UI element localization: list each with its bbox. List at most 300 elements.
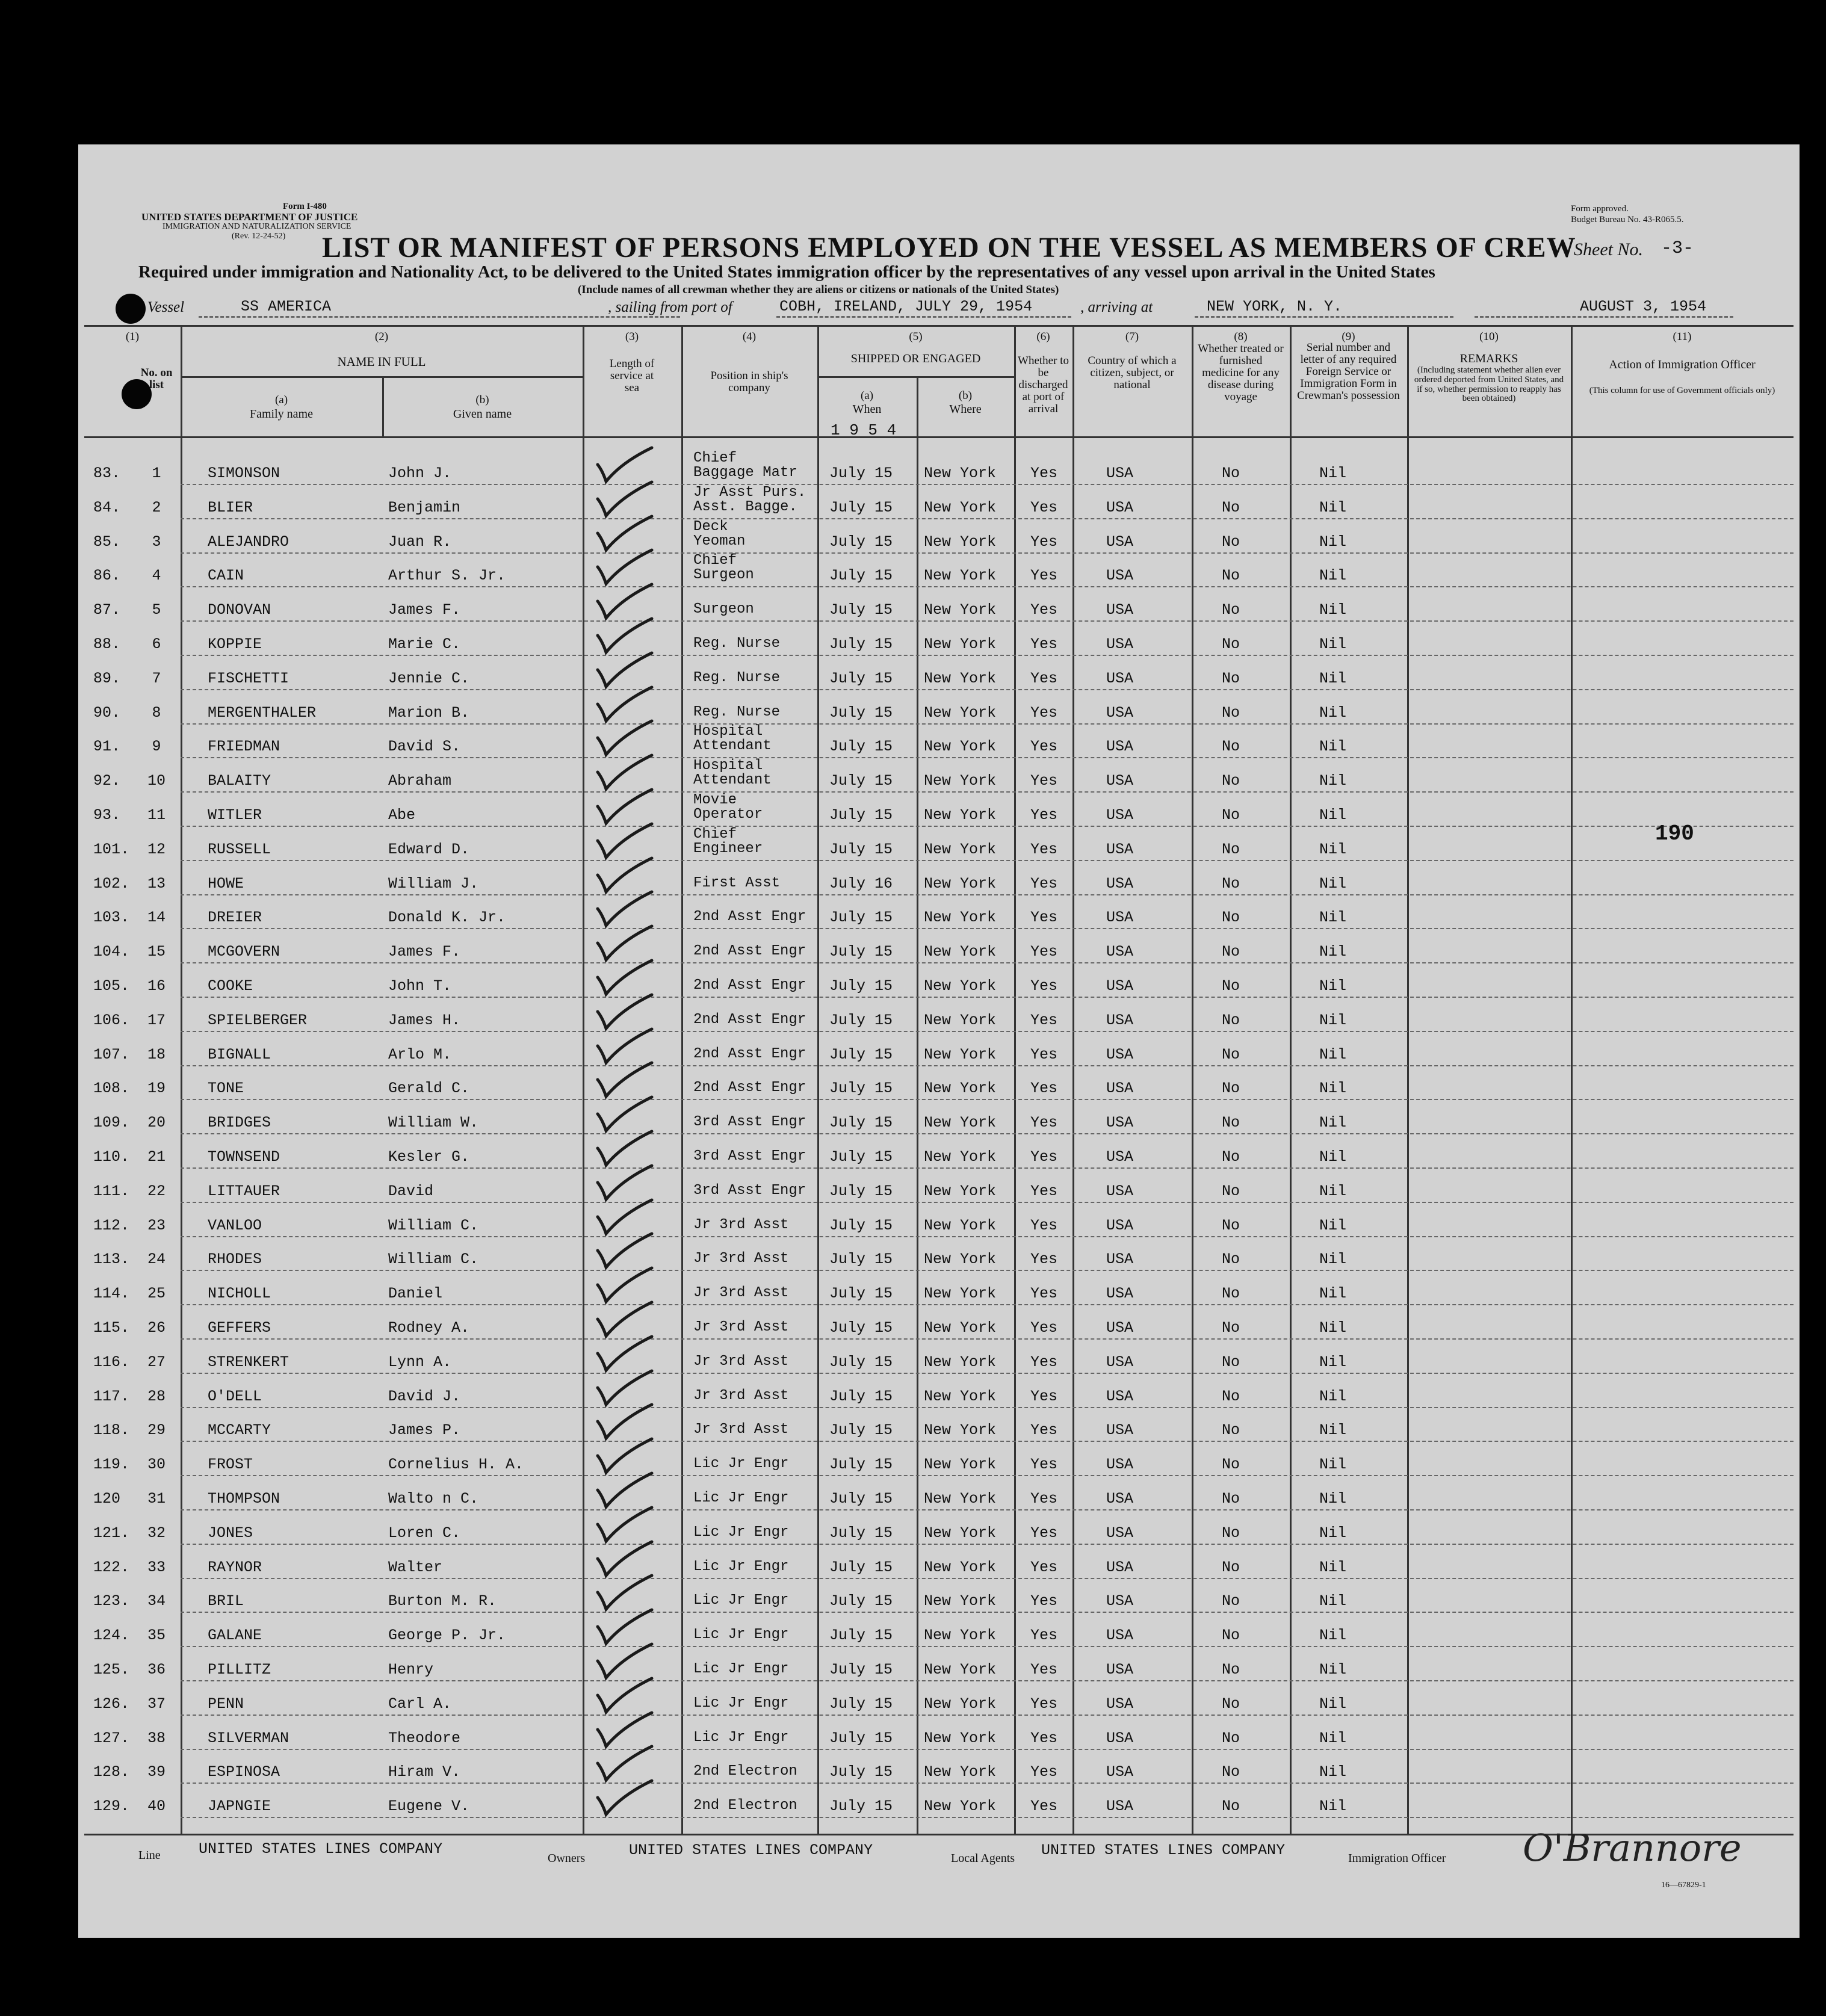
shipped-when: July 15 <box>829 1387 893 1405</box>
row-list-number: 35 <box>147 1627 166 1645</box>
year-handwritten: 1 9 5 4 <box>831 421 897 439</box>
discharged: Yes <box>1030 669 1058 687</box>
discharged: Yes <box>1030 1148 1058 1166</box>
shipped-when: July 15 <box>829 669 893 687</box>
serial-number: Nil <box>1319 703 1347 722</box>
discharged: Yes <box>1030 1798 1058 1816</box>
country: USA <box>1106 703 1134 722</box>
shipped-where: New York <box>924 1251 997 1269</box>
sailing-label: , sailing from port of <box>608 299 732 315</box>
shipped-when: July 16 <box>829 874 893 892</box>
shipped-when: July 15 <box>829 1558 893 1576</box>
col7-label: Country of which a citizen, subject, or national <box>1088 354 1177 391</box>
row-list-number: 37 <box>147 1695 166 1713</box>
shipped-where: New York <box>924 1114 997 1132</box>
serial-number: Nil <box>1319 806 1347 824</box>
row-ref-number: 102. <box>93 874 130 892</box>
owners-label: Owners <box>548 1852 586 1865</box>
family-name: BLIER <box>208 498 253 516</box>
country: USA <box>1106 840 1134 858</box>
given-name: David <box>388 1182 434 1200</box>
position-line2: Lic Jr Engr <box>693 1490 789 1506</box>
shipped-when: July 15 <box>829 772 893 790</box>
treated-medicine: No <box>1222 874 1240 892</box>
family-name: GALANE <box>208 1627 262 1645</box>
treated-medicine: No <box>1222 465 1240 482</box>
col6-num: (6) <box>1036 330 1050 343</box>
family-name: PENN <box>208 1695 244 1713</box>
family-name: COOKE <box>208 977 253 995</box>
shipped-when: July 15 <box>829 601 893 619</box>
form-approved: Form approved. <box>1571 204 1629 214</box>
discharged: Yes <box>1030 703 1058 722</box>
row-ref-number: 119. <box>93 1456 130 1474</box>
family-name: O'DELL <box>208 1387 262 1405</box>
discharged: Yes <box>1030 601 1058 619</box>
country: USA <box>1106 1421 1134 1439</box>
position-line2: Jr 3rd Asst <box>693 1421 789 1438</box>
row-list-number: 17 <box>147 1011 166 1029</box>
row-ref-number: 120 <box>93 1490 121 1507</box>
family-name: DONOVAN <box>208 601 271 619</box>
given-name: John J. <box>388 465 452 482</box>
family-name: STRENKERT <box>208 1353 289 1371</box>
manifest-note: (Include names of all crewman whether they are aliens or citizens or nationals of the United States) <box>578 283 1059 296</box>
shipped-when: July 15 <box>829 1353 893 1371</box>
position-line2: Lic Jr Engr <box>693 1558 789 1575</box>
serial-number: Nil <box>1319 1387 1347 1405</box>
row-list-number: 1 <box>152 465 161 482</box>
discharged: Yes <box>1030 1456 1058 1474</box>
row-ref-number: 121. <box>93 1524 130 1542</box>
shipped-where: New York <box>924 1011 997 1029</box>
treated-medicine: No <box>1222 1524 1240 1542</box>
col9-num: (9) <box>1342 330 1355 343</box>
revision: (Rev. 12-24-52) <box>232 232 286 241</box>
position-line1: Movie <box>693 792 737 808</box>
discharged: Yes <box>1030 1080 1058 1098</box>
shipped-when: July 15 <box>829 1490 893 1507</box>
family-name: ALEJANDRO <box>208 533 289 551</box>
country: USA <box>1106 943 1134 961</box>
country: USA <box>1106 1251 1134 1269</box>
given-name: William C. <box>388 1216 479 1234</box>
position-line2: Lic Jr Engr <box>693 1729 789 1746</box>
position-line2: 3rd Asst Engr <box>693 1148 806 1164</box>
arriving-label: , arriving at <box>1080 299 1153 315</box>
country: USA <box>1106 1763 1134 1781</box>
row-list-number: 7 <box>152 669 161 687</box>
given-name: Donald K. Jr. <box>388 909 506 927</box>
treated-medicine: No <box>1222 1353 1240 1371</box>
row-list-number: 29 <box>147 1421 166 1439</box>
row-ref-number: 107. <box>93 1045 130 1063</box>
shipped-when: July 15 <box>829 1661 893 1678</box>
country: USA <box>1106 669 1134 687</box>
position-line2: Jr 3rd Asst <box>693 1387 789 1404</box>
position-line1: Hospital <box>693 758 763 775</box>
serial-number: Nil <box>1319 738 1347 756</box>
shipped-when: July 15 <box>829 1592 893 1610</box>
row-list-number: 36 <box>147 1661 166 1678</box>
given-name: James F. <box>388 943 461 961</box>
row-list-number: 11 <box>147 806 166 824</box>
line-value: UNITED STATES LINES COMPANY <box>199 1840 443 1858</box>
treated-medicine: No <box>1222 1114 1240 1132</box>
serial-number: Nil <box>1319 909 1347 927</box>
row-list-number: 24 <box>147 1251 166 1269</box>
family-name: SPIELBERGER <box>208 1011 308 1029</box>
shipped-where: New York <box>924 1661 997 1678</box>
treated-medicine: No <box>1222 1490 1240 1507</box>
col4-num: (4) <box>742 330 757 343</box>
country: USA <box>1106 498 1134 516</box>
position-line2: 2nd Asst Engr <box>693 943 806 960</box>
position-line2: Reg. Nurse <box>693 669 781 686</box>
position-line2: Lic Jr Engr <box>693 1592 789 1609</box>
position-line2: Reg. Nurse <box>693 635 781 652</box>
serial-number: Nil <box>1319 874 1347 892</box>
family-name: TONE <box>208 1080 244 1098</box>
col2a-label: Family name <box>250 407 313 421</box>
position-line2: 2nd Asst Engr <box>693 1011 806 1028</box>
row-ref-number: 90. <box>93 703 121 722</box>
family-name: NICHOLL <box>208 1285 271 1303</box>
shipped-where: New York <box>924 772 997 790</box>
col10-num: (10) <box>1479 330 1499 343</box>
shipped-when: July 15 <box>829 1627 893 1645</box>
col2-label: NAME IN FULL <box>337 354 426 369</box>
position-line1: Deck <box>693 518 728 535</box>
position-line2: Surgeon <box>693 567 754 584</box>
shipped-when: July 15 <box>829 909 893 927</box>
row-list-number: 38 <box>147 1729 166 1747</box>
serial-number: Nil <box>1319 669 1347 687</box>
shipped-where: New York <box>924 909 997 927</box>
shipped-when: July 15 <box>829 977 893 995</box>
shipped-when: July 15 <box>829 1729 893 1747</box>
row-ref-number: 117. <box>93 1387 130 1405</box>
treated-medicine: No <box>1222 498 1240 516</box>
col2a-num: (a) <box>274 394 288 406</box>
given-name: William C. <box>388 1251 479 1269</box>
country: USA <box>1106 909 1134 927</box>
treated-medicine: No <box>1222 1319 1240 1337</box>
given-name: Marie C. <box>388 635 461 653</box>
country: USA <box>1106 601 1134 619</box>
family-name: BRIL <box>208 1592 244 1610</box>
col5-num: (5) <box>909 330 923 343</box>
country: USA <box>1106 635 1134 653</box>
family-name: RHODES <box>208 1251 262 1269</box>
shipped-when: July 15 <box>829 1285 893 1303</box>
col11-label: Action of Immigration Officer <box>1609 358 1756 371</box>
shipped-where: New York <box>924 1695 997 1713</box>
country: USA <box>1106 1114 1134 1132</box>
manifest-subtitle: Required under immigration and Nationality Act, to be delivered to the United States immigration officer by the representatives of any vessel upon arrival in the United States <box>138 262 1435 282</box>
family-name: GEFFERS <box>208 1319 271 1337</box>
treated-medicine: No <box>1222 533 1240 551</box>
serial-number: Nil <box>1319 601 1347 619</box>
shipped-where: New York <box>924 874 997 892</box>
treated-medicine: No <box>1222 703 1240 722</box>
shipped-when: July 15 <box>829 1045 893 1063</box>
discharged: Yes <box>1030 635 1058 653</box>
shipped-when: July 15 <box>829 840 893 858</box>
row-ref-number: 103. <box>93 909 130 927</box>
row-ref-number: 112. <box>93 1216 130 1234</box>
treated-medicine: No <box>1222 772 1240 790</box>
discharged: Yes <box>1030 1319 1058 1337</box>
position-line2: Lic Jr Engr <box>693 1695 789 1711</box>
given-name: William W. <box>388 1114 479 1132</box>
serial-number: Nil <box>1319 635 1347 653</box>
serial-number: Nil <box>1319 1558 1347 1576</box>
given-name: Carl A. <box>388 1695 452 1713</box>
family-name: VANLOO <box>208 1216 262 1234</box>
shipped-where: New York <box>924 1729 997 1747</box>
position-line2: 2nd Asst Engr <box>693 909 806 926</box>
country: USA <box>1106 567 1134 585</box>
shipped-where: New York <box>924 1148 997 1166</box>
treated-medicine: No <box>1222 909 1240 927</box>
country: USA <box>1106 772 1134 790</box>
row-list-number: 33 <box>147 1558 166 1576</box>
position-line2: Lic Jr Engr <box>693 1524 789 1541</box>
given-name: Walter <box>388 1558 443 1576</box>
discharged: Yes <box>1030 1763 1058 1781</box>
position-line2: Lic Jr Engr <box>693 1627 789 1643</box>
shipped-where: New York <box>924 1524 997 1542</box>
family-name: LITTAUER <box>208 1182 280 1200</box>
discharged: Yes <box>1030 1661 1058 1678</box>
form-number: Form I-480 <box>283 202 327 211</box>
treated-medicine: No <box>1222 1045 1240 1063</box>
position-line2: Jr 3rd Asst <box>693 1251 789 1267</box>
given-name: Henry <box>388 1661 434 1678</box>
department: UNITED STATES DEPARTMENT OF JUSTICE <box>141 211 358 223</box>
given-name: Arlo M. <box>388 1045 452 1063</box>
shipped-when: July 15 <box>829 1695 893 1713</box>
position-line2: Operator <box>693 806 763 823</box>
shipped-where: New York <box>924 977 997 995</box>
country: USA <box>1106 465 1134 482</box>
manifest-sheet <box>78 144 1800 1938</box>
row-list-number: 22 <box>147 1182 166 1200</box>
serial-number: Nil <box>1319 943 1347 961</box>
owners-value: UNITED STATES LINES COMPANY <box>629 1841 873 1859</box>
footer-code: 16—67829-1 <box>1661 1881 1706 1890</box>
treated-medicine: No <box>1222 1558 1240 1576</box>
country: USA <box>1106 1387 1134 1405</box>
shipped-when: July 15 <box>829 1251 893 1269</box>
col5b-num: (b) <box>958 389 973 402</box>
shipped-when: July 15 <box>829 465 893 482</box>
serial-number: Nil <box>1319 1045 1347 1063</box>
row-list-number: 3 <box>152 533 161 551</box>
given-name: James F. <box>388 601 461 619</box>
serial-number: Nil <box>1319 1524 1347 1542</box>
treated-medicine: No <box>1222 1592 1240 1610</box>
serial-number: Nil <box>1319 977 1347 995</box>
col11-num: (11) <box>1673 330 1692 343</box>
position-line1: Jr Asst Purs. <box>693 484 806 501</box>
shipped-where: New York <box>924 840 997 858</box>
row-ref-number: 122. <box>93 1558 130 1576</box>
discharged: Yes <box>1030 1011 1058 1029</box>
treated-medicine: No <box>1222 738 1240 756</box>
row-list-number: 14 <box>147 909 166 927</box>
row-ref-number: 129. <box>93 1798 130 1816</box>
shipped-where: New York <box>924 1763 997 1781</box>
given-name: Benjamin <box>388 498 461 516</box>
row-list-number: 20 <box>147 1114 166 1132</box>
serial-number: Nil <box>1319 1216 1347 1234</box>
given-name: Burton M. R. <box>388 1592 497 1610</box>
row-ref-number: 105. <box>93 977 130 995</box>
row-ref-number: 106. <box>93 1011 130 1029</box>
shipped-where: New York <box>924 1627 997 1645</box>
vessel-label: Vessel <box>147 299 185 315</box>
shipped-where: New York <box>924 943 997 961</box>
treated-medicine: No <box>1222 1080 1240 1098</box>
row-ref-number: 83. <box>93 465 121 482</box>
row-list-number: 34 <box>147 1592 166 1610</box>
shipped-where: New York <box>924 669 997 687</box>
country: USA <box>1106 977 1134 995</box>
position-line1: Chief <box>693 450 737 466</box>
discharged: Yes <box>1030 806 1058 824</box>
row-list-number: 28 <box>147 1387 166 1405</box>
family-name: FROST <box>208 1456 253 1474</box>
col8-label: Whether treated or furnished medicine for any disease during voyage <box>1198 342 1284 403</box>
col8-num: (8) <box>1234 330 1248 343</box>
row-ref-number: 91. <box>93 738 121 756</box>
serial-number: Nil <box>1319 772 1347 790</box>
serial-number: Nil <box>1319 533 1347 551</box>
shipped-where: New York <box>924 1421 997 1439</box>
col5a-num: (a) <box>860 389 874 402</box>
given-name: David J. <box>388 1387 461 1405</box>
row-list-number: 2 <box>152 498 161 516</box>
position-line1: Hospital <box>693 723 763 740</box>
treated-medicine: No <box>1222 1456 1240 1474</box>
row-list-number: 16 <box>147 977 166 995</box>
row-list-number: 19 <box>147 1080 166 1098</box>
row-ref-number: 93. <box>93 806 121 824</box>
shipped-when: July 15 <box>829 1763 893 1781</box>
line-label: Line <box>138 1849 161 1862</box>
row-list-number: 8 <box>152 703 161 722</box>
treated-medicine: No <box>1222 635 1240 653</box>
given-name: James H. <box>388 1011 461 1029</box>
country: USA <box>1106 806 1134 824</box>
row-ref-number: 115. <box>93 1319 130 1337</box>
col1-label: No. on list <box>140 366 173 391</box>
given-name: Abraham <box>388 772 452 790</box>
serial-number: Nil <box>1319 1114 1347 1132</box>
col3-label: Length of service at sea <box>609 357 655 394</box>
family-name: RUSSELL <box>208 840 271 858</box>
row-list-number: 26 <box>147 1319 166 1337</box>
position-line2: Jr 3rd Asst <box>693 1319 789 1335</box>
treated-medicine: No <box>1222 1421 1240 1439</box>
row-ref-number: 125. <box>93 1661 130 1678</box>
country: USA <box>1106 1627 1134 1645</box>
country: USA <box>1106 874 1134 892</box>
treated-medicine: No <box>1222 1148 1240 1166</box>
shipped-where: New York <box>924 738 997 756</box>
position-line2: 2nd Asst Engr <box>693 1080 806 1096</box>
family-name: FRIEDMAN <box>208 738 280 756</box>
family-name: SILVERMAN <box>208 1729 289 1747</box>
shipped-when: July 15 <box>829 1456 893 1474</box>
given-name: David S. <box>388 738 461 756</box>
row-list-number: 12 <box>147 840 166 858</box>
given-name: Kesler G. <box>388 1148 470 1166</box>
family-name: THOMPSON <box>208 1490 280 1507</box>
country: USA <box>1106 1285 1134 1303</box>
treated-medicine: No <box>1222 1798 1240 1816</box>
row-ref-number: 116. <box>93 1353 130 1371</box>
row-list-number: 18 <box>147 1045 166 1063</box>
vessel-name: SS AMERICA <box>241 298 332 315</box>
row-list-number: 32 <box>147 1524 166 1542</box>
discharged: Yes <box>1030 1695 1058 1713</box>
shipped-where: New York <box>924 1216 997 1234</box>
row-list-number: 9 <box>152 738 161 756</box>
discharged: Yes <box>1030 465 1058 482</box>
shipped-where: New York <box>924 1592 997 1610</box>
shipped-where: New York <box>924 498 997 516</box>
discharged: Yes <box>1030 533 1058 551</box>
family-name: JAPNGIE <box>208 1798 271 1816</box>
serial-number: Nil <box>1319 1319 1347 1337</box>
given-name: Edward D. <box>388 840 470 858</box>
given-name: Juan R. <box>388 533 452 551</box>
manifest-title: LIST OR MANIFEST OF PERSONS EMPLOYED ON THE VESSEL AS MEMBERS OF CREW <box>322 232 1576 264</box>
col5b-label: Where <box>949 403 982 416</box>
serial-number: Nil <box>1319 1763 1347 1781</box>
discharged: Yes <box>1030 874 1058 892</box>
position-line2: 2nd Asst Engr <box>693 977 806 994</box>
given-name: Hiram V. <box>388 1763 461 1781</box>
country: USA <box>1106 1558 1134 1576</box>
given-name: Cornelius H. A. <box>388 1456 524 1474</box>
country: USA <box>1106 1490 1134 1507</box>
shipped-where: New York <box>924 1353 997 1371</box>
col9-label: Serial number and letter of any required Foreign Service or Immigration Form in Crewman's possession <box>1297 341 1400 402</box>
row-ref-number: 86. <box>93 567 121 585</box>
col5a-label: When <box>852 403 882 416</box>
row-ref-number: 101. <box>93 840 130 858</box>
shipped-when: July 15 <box>829 567 893 585</box>
shipped-where: New York <box>924 533 997 551</box>
given-name: Walto n C. <box>388 1490 479 1507</box>
discharged: Yes <box>1030 1045 1058 1063</box>
family-name: SIMONSON <box>208 465 280 482</box>
shipped-when: July 15 <box>829 943 893 961</box>
treated-medicine: No <box>1222 1695 1240 1713</box>
country: USA <box>1106 1592 1134 1610</box>
row-ref-number: 127. <box>93 1729 130 1747</box>
serial-number: Nil <box>1319 1490 1347 1507</box>
officer-signature: O'Brannore <box>1523 1826 1742 1870</box>
treated-medicine: No <box>1222 1661 1240 1678</box>
treated-medicine: No <box>1222 943 1240 961</box>
country: USA <box>1106 1524 1134 1542</box>
shipped-when: July 15 <box>829 1080 893 1098</box>
